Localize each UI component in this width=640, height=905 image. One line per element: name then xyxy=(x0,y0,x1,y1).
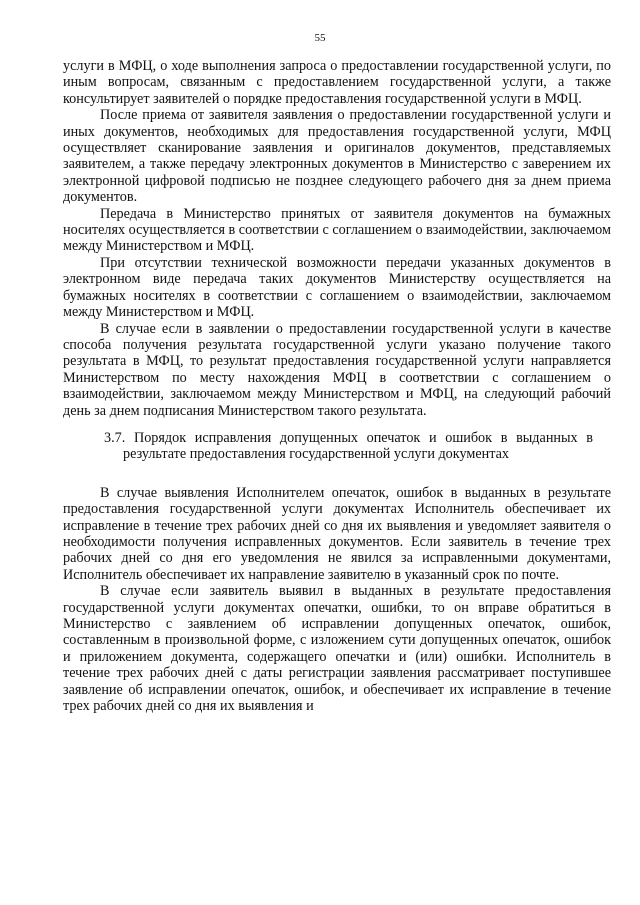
paragraph: В случае выявления Исполнителем опечаток, ошибок в выданных в результате предоставления государственной услуги документах Исполнитель обеспечивает их исправление в течение трех рабочих дней со дня их выявления и уведомляет заявителя о необходимости получения исправленных документов. Если заявитель в течение трех рабочих дней со дня его уведомления не явился за исправленными документами, Исполнитель обеспечивает их направление заявителю в указанный срок по почте. xyxy=(63,484,611,583)
document-body xyxy=(63,58,611,714)
paragraph: Передача в Министерство принятых от заявителя документов на бумажных носителях осуществляется в соответствии с соглашением о взаимодействии, заключаемом между Министерством и МФЦ. xyxy=(63,205,611,255)
page-number: 55 xyxy=(314,32,326,44)
paragraph: При отсутствии технической возможности передачи указанных документов в электронном виде передача таких документов Министерству осуществляется на бумажных носителях в соответствии с соглашением о взаимодействии, заключаемом между Министерством и МФЦ. xyxy=(63,254,611,321)
paragraph: В случае если в заявлении о предоставлении государственной услуги в качестве способа получения результата государственной услуги указано получение такого результата в МФЦ, то результат предоставления государственной услуги направляется Министерством по месту нахождения МФЦ в соответствии с соглашением о взаимодействии, заключаемом между Министерством и МФЦ, на следующий рабочий день за днем подписания Министерством такого результата. xyxy=(63,320,611,419)
paragraph: В случае если заявитель выявил в выданных в результате предоставления государственной услуги документах опечатки, ошибки, то он вправе обратиться в Министерство с заявлением об исправлении допущенных опечаток, ошибок, составленным в произвольной форме, с изложением сути допущенных опечаток, ошибок и приложением документа, содержащего опечатки и (или) ошибки. Исполнитель в течение трех рабочих дней с даты регистрации заявления рассматривает поступившее заявление об исправлении опечаток, ошибок, и обеспечивает их исправление в течение трех рабочих дней со дня их выявления и xyxy=(63,583,611,715)
paragraph: услуги в МФЦ, о ходе выполнения запроса о предоставлении государственной услуги, по иным вопросам, связанным с предоставлением государственной услуги, а также консультирует заявителей о порядке предоставления государственной услуги в МФЦ. xyxy=(63,58,611,107)
paragraph: После приема от заявителя заявления о предоставлении государственной услуги и иных документов, необходимых для предоставления государственной услуги, МФЦ осуществляет сканирование заявления и оригиналов документов, представляемых заявителем, а также передачу электронных документов в Министерство с заверением их электронной цифровой подписью не позднее следующего рабочего дня за днем приема документов. xyxy=(63,107,611,206)
section-heading: 3.7. Порядок исправления допущенных опечаток и ошибок в выданных в результате предоставления государственной услуги документах xyxy=(104,429,593,463)
